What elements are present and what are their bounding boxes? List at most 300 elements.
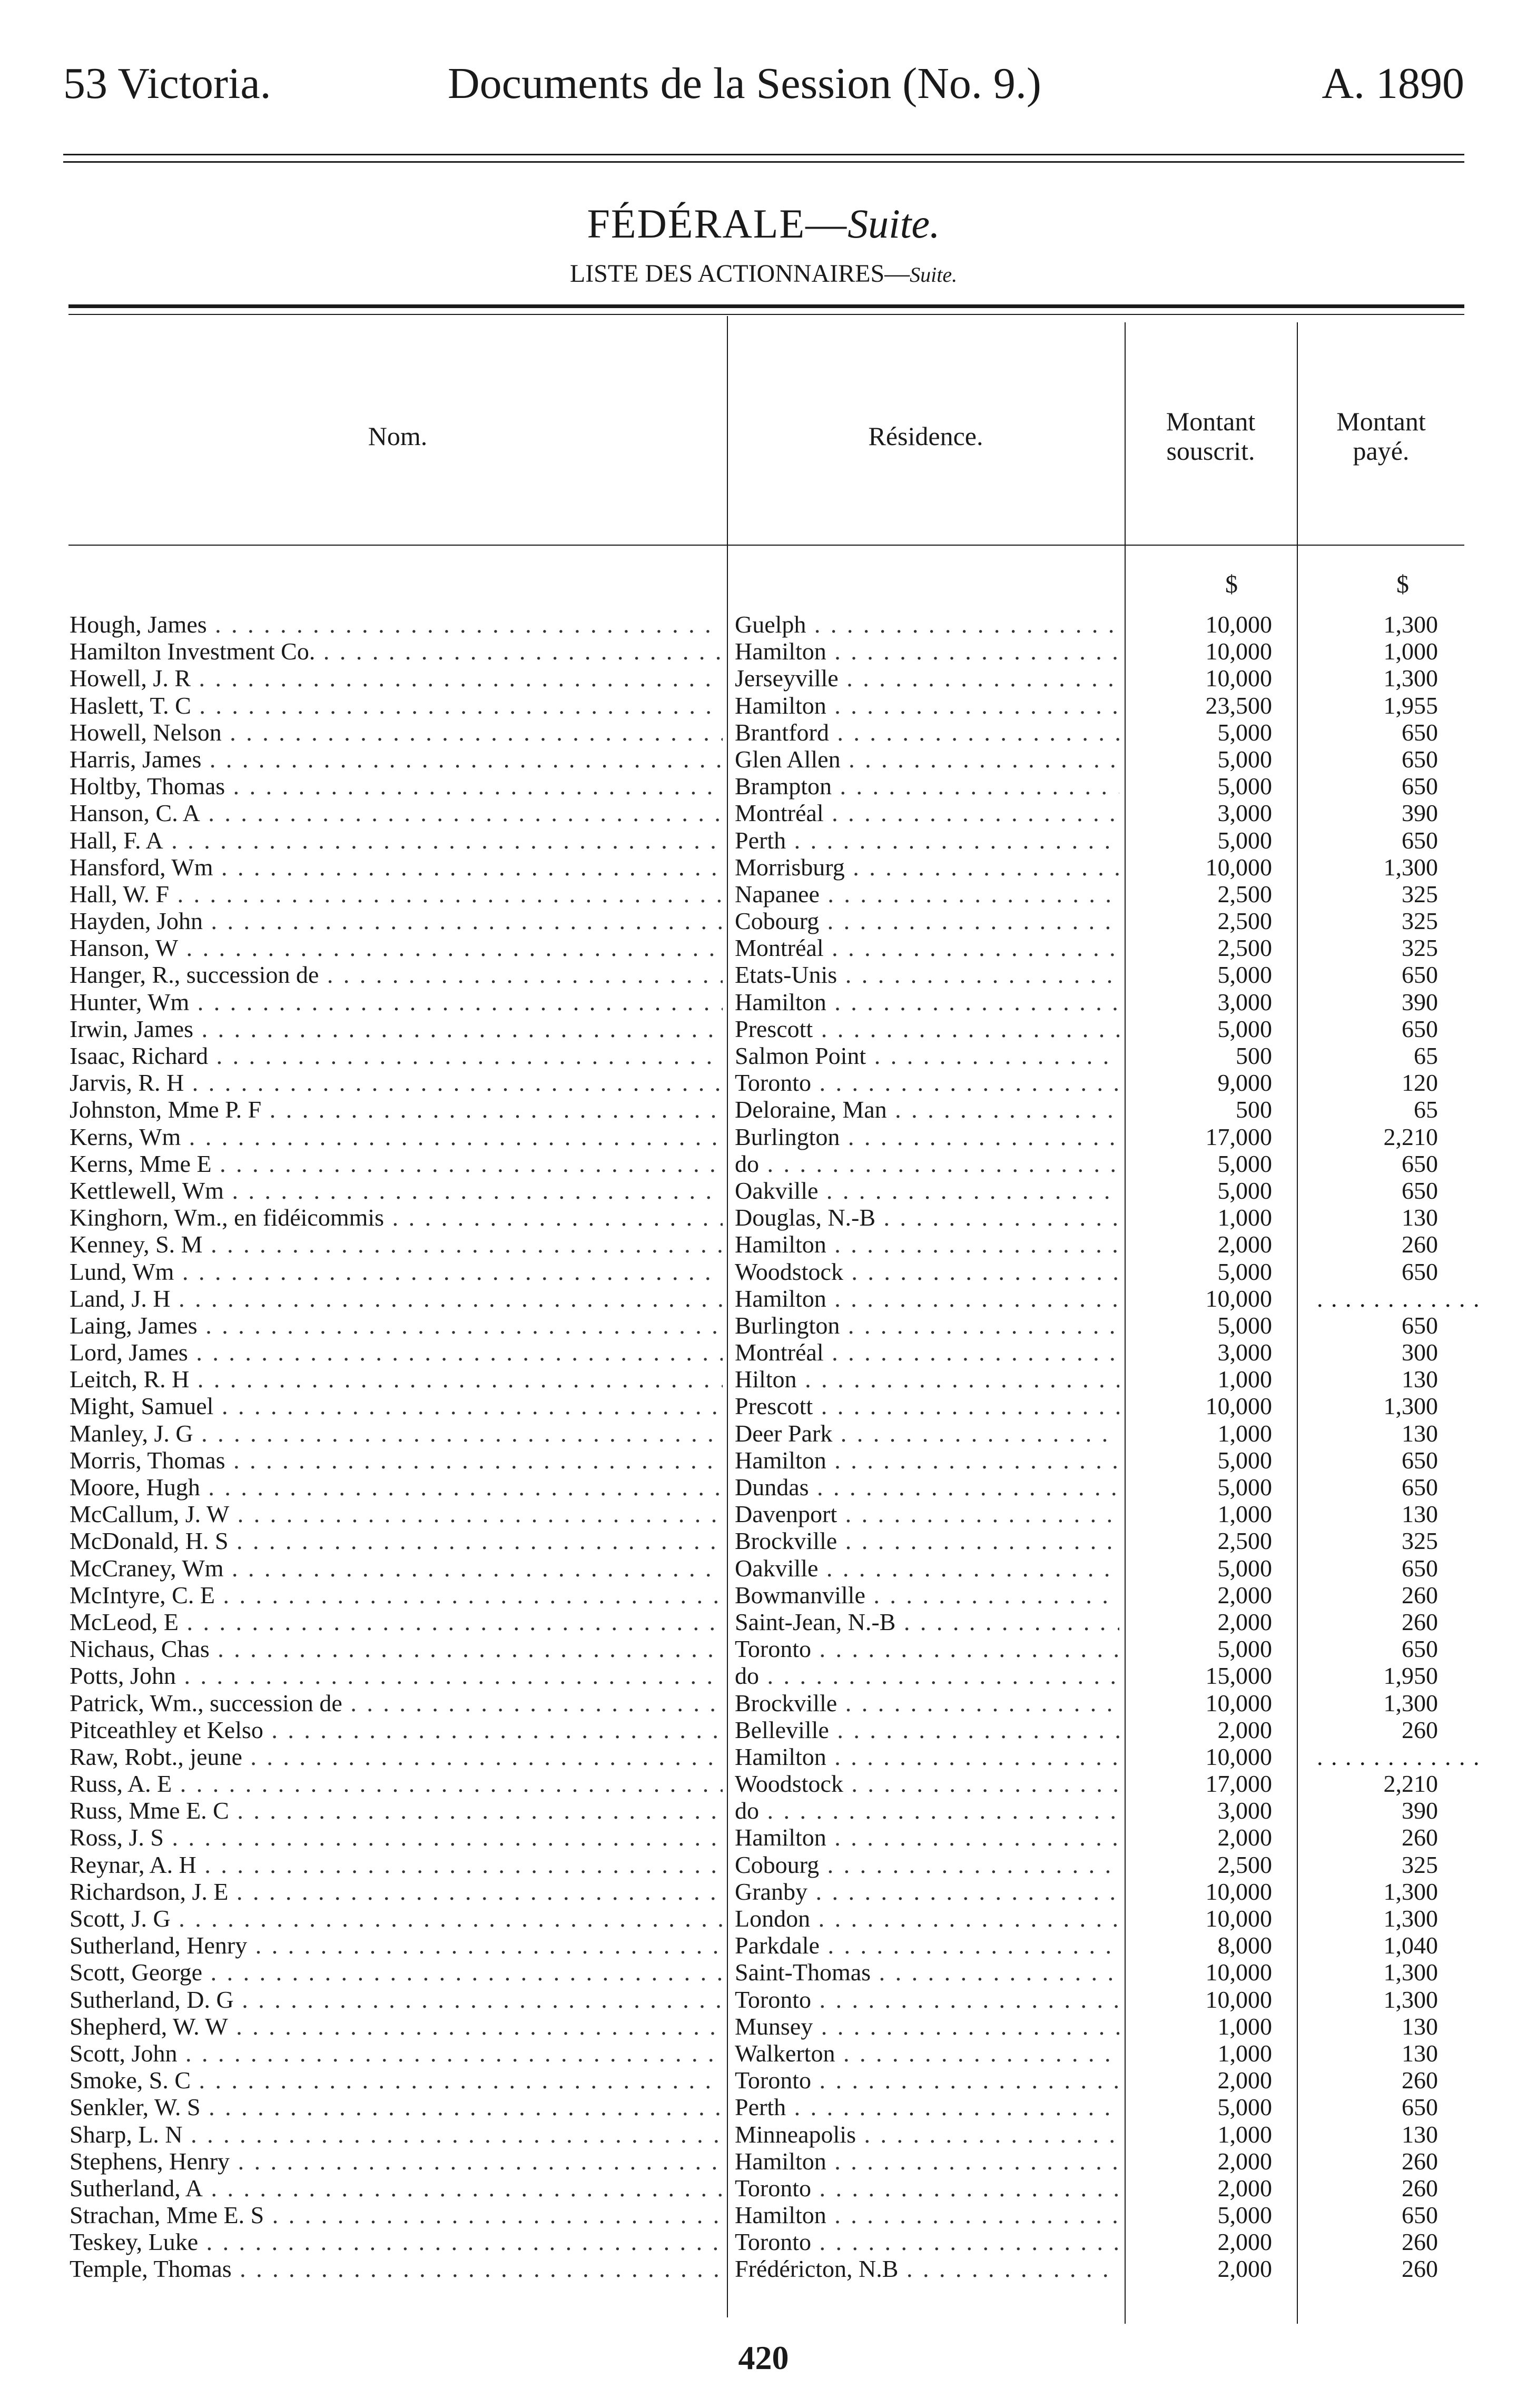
amount-paid: 130: [1402, 1366, 1438, 1393]
shareholder-residence: Napanee . . .: [735, 881, 1119, 907]
column-header-souscrit-line1: Montant: [1166, 407, 1256, 436]
shareholder-residence: Prescott . . .: [735, 1393, 1119, 1419]
shareholder-residence: do . . .: [735, 1797, 1119, 1824]
amount-paid: 650: [1402, 1258, 1438, 1285]
amount-paid: 390: [1402, 1797, 1438, 1824]
amount-paid: 130: [1402, 1501, 1438, 1528]
amount-paid: 650: [1402, 2094, 1438, 2121]
shareholder-residence: Cobourg . . .: [735, 907, 1119, 934]
shareholder-name: Shepherd, W. W . . .: [70, 2013, 723, 2040]
amount-subscribed: 10,000: [1205, 1393, 1272, 1420]
amount-subscribed: 8,000: [1217, 1932, 1272, 1959]
table-row: [0, 2040, 1527, 2067]
amount-subscribed: 1,000: [1217, 1366, 1272, 1393]
amount-paid: 260: [1402, 1824, 1438, 1851]
amount-subscribed: 5,000: [1217, 2202, 1272, 2229]
table-row: [0, 1258, 1527, 1285]
shareholder-residence: do . . .: [735, 1150, 1119, 1177]
shareholder-name: Kerns, Wm . . .: [70, 1123, 723, 1150]
shareholder-name: Sutherland, Henry . . .: [70, 1932, 723, 1959]
shareholder-name: Kerns, Mme E . . .: [70, 1150, 723, 1177]
amount-paid: 130: [1402, 1419, 1438, 1447]
shareholder-residence: Cobourg . . .: [735, 1851, 1119, 1878]
shareholder-residence: Hamilton . . .: [735, 1231, 1119, 1258]
shareholder-residence: Hamilton . . .: [735, 1285, 1119, 1312]
amount-paid: 1,300: [1383, 1393, 1438, 1420]
shareholder-name: Hanson, C. A . . .: [70, 800, 723, 826]
amount-paid: 1,040: [1383, 1932, 1438, 1959]
amount-paid: 650: [1402, 718, 1438, 746]
amount-paid: 260: [1402, 2067, 1438, 2094]
table-row: [0, 1743, 1527, 1770]
table-row: [0, 1096, 1527, 1123]
table-row: [0, 1716, 1527, 1743]
table-row: [0, 1905, 1527, 1932]
amount-subscribed: 23,500: [1205, 692, 1272, 719]
shareholder-residence: Burlington . . .: [735, 1312, 1119, 1339]
amount-paid: 260: [1402, 2147, 1438, 2175]
amount-paid: 325: [1402, 907, 1438, 935]
column-header-rule: [68, 545, 1464, 546]
shareholder-residence: Hilton . . .: [735, 1366, 1119, 1393]
shareholder-name: Harris, James . . .: [70, 746, 723, 773]
table-row: [0, 1474, 1527, 1501]
shareholder-residence: Toronto . . .: [735, 1635, 1119, 1662]
amount-paid: 325: [1402, 1527, 1438, 1555]
shareholder-name: Raw, Robt., jeune . . .: [70, 1743, 723, 1770]
shareholder-name: Ross, J. S . . .: [70, 1824, 723, 1851]
amount-paid: 120: [1402, 1069, 1438, 1097]
shareholder-name: McCraney, Wm . . .: [70, 1555, 723, 1582]
amount-paid: 2,210: [1383, 1770, 1438, 1798]
amount-subscribed: 1,000: [1217, 2120, 1272, 2148]
amount-paid: 325: [1402, 934, 1438, 962]
table-row: [0, 719, 1527, 746]
shareholder-residence: Toronto . . .: [735, 1986, 1119, 2013]
amount-paid: 1,300: [1383, 1905, 1438, 1932]
shareholder-residence: Saint-Jean, N.-B . . .: [735, 1608, 1119, 1635]
amount-paid: 260: [1402, 1581, 1438, 1608]
shareholder-name: McCallum, J. W . . .: [70, 1501, 723, 1527]
shareholder-residence: Davenport . . .: [735, 1501, 1119, 1527]
currency-souscrit: $: [1225, 570, 1238, 598]
amount-subscribed: 10,000: [1205, 1959, 1272, 1986]
shareholder-residence: Oakville . . .: [735, 1177, 1119, 1204]
shareholder-name: Smoke, S. C . . .: [70, 2067, 723, 2094]
shareholder-name: Johnston, Mme P. F . . .: [70, 1096, 723, 1123]
amount-paid: 650: [1402, 1446, 1438, 1474]
amount-subscribed: 2,000: [1217, 1716, 1272, 1743]
amount-subscribed: 5,000: [1217, 1446, 1272, 1474]
shareholder-name: Patrick, Wm., succession de . . .: [70, 1690, 723, 1716]
amount-subscribed: 3,000: [1217, 1339, 1272, 1366]
amount-paid: 650: [1402, 1554, 1438, 1582]
shareholder-residence: Brantford . . .: [735, 719, 1119, 746]
amount-subscribed: 2,000: [1217, 1608, 1272, 1635]
table-row: [0, 2148, 1527, 2175]
amount-subscribed: 2,000: [1217, 1581, 1272, 1608]
amount-paid: 650: [1402, 1150, 1438, 1177]
shareholder-name: Richardson, J. E . . .: [70, 1878, 723, 1905]
amount-paid: 1,300: [1383, 1878, 1438, 1905]
amount-subscribed: 5,000: [1217, 745, 1272, 773]
section-title-suite: Suite.: [848, 201, 940, 246]
shareholder-name: Russ, A. E . . .: [70, 1770, 723, 1797]
shareholder-residence: Brockville . . .: [735, 1527, 1119, 1554]
amount-subscribed: 10,000: [1205, 1743, 1272, 1770]
shareholder-name: Morris, Thomas . . .: [70, 1447, 723, 1474]
amount-paid: 650: [1402, 2202, 1438, 2229]
shareholder-residence: Brampton . . .: [735, 773, 1119, 800]
amount-subscribed: 2,000: [1217, 2174, 1272, 2202]
table-row: [0, 746, 1527, 773]
page-header: [63, 58, 1464, 121]
table-row: [0, 2175, 1527, 2202]
table-row: [0, 1312, 1527, 1339]
table-row: [0, 2202, 1527, 2228]
shareholder-name: Jarvis, R. H . . .: [70, 1069, 723, 1096]
table-row: [0, 1878, 1527, 1905]
shareholder-name: Lund, Wm . . .: [70, 1258, 723, 1285]
amount-paid: 260: [1402, 1716, 1438, 1743]
table-row: [0, 1123, 1527, 1150]
shareholder-name: Reynar, A. H . . .: [70, 1851, 723, 1878]
shareholder-name: Isaac, Richard . . .: [70, 1042, 723, 1069]
amount-paid: 650: [1402, 1474, 1438, 1501]
table-row: [0, 773, 1527, 800]
shareholder-name: Kinghorn, Wm., en fidéicommis . . .: [70, 1204, 723, 1231]
amount-paid: 325: [1402, 880, 1438, 907]
section-title: [0, 200, 1527, 248]
shareholder-residence: Toronto . . .: [735, 1069, 1119, 1096]
table-row: [0, 1662, 1527, 1689]
amount-subscribed: 500: [1236, 1042, 1272, 1069]
amount-subscribed: 5,000: [1217, 1635, 1272, 1663]
amount-subscribed: 10,000: [1205, 638, 1272, 665]
shareholder-residence: Hamilton . . .: [735, 2202, 1119, 2228]
amount-paid: 130: [1402, 1204, 1438, 1231]
table-row: [0, 1770, 1527, 1797]
table-row: [0, 1231, 1527, 1258]
shareholder-name: Howell, J. R . . .: [70, 665, 723, 692]
amount-subscribed: 10,000: [1205, 1878, 1272, 1905]
amount-subscribed: 1,000: [1217, 1501, 1272, 1528]
amount-subscribed: 1,000: [1217, 1419, 1272, 1447]
amount-subscribed: 2,500: [1217, 1851, 1272, 1878]
table-row: [0, 1797, 1527, 1824]
section-title-main: FÉDÉRALE—: [587, 201, 848, 246]
amount-subscribed: 10,000: [1205, 611, 1272, 638]
amount-subscribed: 3,000: [1217, 988, 1272, 1015]
amount-subscribed: 15,000: [1205, 1662, 1272, 1690]
column-header-nom: Nom.: [368, 421, 428, 451]
shareholder-residence: Woodstock . . .: [735, 1770, 1119, 1797]
shareholder-name: Sharp, L. N . . .: [70, 2121, 723, 2148]
shareholder-name: McIntyre, C. E . . .: [70, 1582, 723, 1608]
table-row: [0, 638, 1527, 665]
table-row: [0, 934, 1527, 961]
shareholder-residence: Morrisburg . . .: [735, 854, 1119, 881]
shareholder-residence: Perth . . .: [735, 827, 1119, 854]
shareholder-name: Scott, J. G . . .: [70, 1905, 723, 1932]
table-top-rule-thin: [68, 314, 1464, 315]
table-row: [0, 1582, 1527, 1608]
amount-subscribed: 1,000: [1217, 2012, 1272, 2040]
table-row: [0, 2255, 1527, 2282]
amount-paid: 1,300: [1383, 665, 1438, 692]
shareholder-name: Kettlewell, Wm . . .: [70, 1177, 723, 1204]
table-row: [0, 1608, 1527, 1635]
shareholder-name: Might, Samuel . . .: [70, 1393, 723, 1419]
table-row: [0, 692, 1527, 719]
table-row: [0, 1635, 1527, 1662]
table-row: [0, 881, 1527, 907]
shareholder-residence: Toronto . . .: [735, 2067, 1119, 2094]
shareholder-name: Hanson, W . . .: [70, 934, 723, 961]
header-rule-bottom: [63, 161, 1464, 163]
amount-subscribed: 5,000: [1217, 1258, 1272, 1285]
table-top-rule-thick: [68, 304, 1464, 308]
table-row: [0, 989, 1527, 1015]
shareholder-name: Moore, Hugh . . .: [70, 1474, 723, 1501]
table-row: [0, 1690, 1527, 1716]
header-year: A. 1890: [1322, 59, 1464, 108]
column-header-residence: Résidence.: [868, 421, 983, 451]
shareholder-residence: Hamilton . . .: [735, 1743, 1119, 1770]
table-row: [0, 1959, 1527, 1986]
header-documents-title: Documents de la Session (No. 9.): [448, 59, 1041, 108]
table-row: [0, 907, 1527, 934]
amount-paid: 650: [1402, 1311, 1438, 1339]
shareholder-residence: Woodstock . . .: [735, 1258, 1119, 1285]
amount-subscribed: 5,000: [1217, 1311, 1272, 1339]
shareholder-residence: Burlington . . .: [735, 1123, 1119, 1150]
column-header-paye-line1: Montant: [1336, 407, 1426, 436]
table-row: [0, 1366, 1527, 1393]
amount-paid: 1,300: [1383, 1689, 1438, 1716]
shareholder-residence: Hamilton . . .: [735, 692, 1119, 719]
shareholder-name: Russ, Mme E. C . . .: [70, 1797, 723, 1824]
amount-paid: 260: [1402, 2255, 1438, 2283]
shareholder-name: Hall, F. A . . .: [70, 827, 723, 854]
shareholder-residence: Hamilton . . .: [735, 1824, 1119, 1851]
amount-subscribed: 5,000: [1217, 1554, 1272, 1582]
amount-subscribed: 2,500: [1217, 907, 1272, 935]
header-rule-top: [63, 154, 1464, 155]
shareholder-residence: Jerseyville . . .: [735, 665, 1119, 692]
table-row: [0, 1986, 1527, 2013]
table-row: [0, 1339, 1527, 1366]
table-row: [0, 1042, 1527, 1069]
shareholder-name: Hough, James . . .: [70, 611, 723, 638]
shareholder-residence: Bowmanville . . .: [735, 1582, 1119, 1608]
amount-subscribed: 5,000: [1217, 773, 1272, 800]
amount-subscribed: 10,000: [1205, 1689, 1272, 1716]
amount-paid: 650: [1402, 1015, 1438, 1042]
shareholder-residence: Prescott . . .: [735, 1015, 1119, 1042]
amount-paid: 130: [1402, 2012, 1438, 2040]
shareholder-name: Potts, John . . .: [70, 1662, 723, 1689]
table-row: [0, 611, 1527, 638]
amount-subscribed: 2,000: [1217, 2228, 1272, 2256]
shareholder-name: Laing, James . . .: [70, 1312, 723, 1339]
shareholder-residence: Munsey . . .: [735, 2013, 1119, 2040]
shareholder-name: Kenney, S. M . . .: [70, 1231, 723, 1258]
shareholder-name: Senkler, W. S . . .: [70, 2094, 723, 2120]
amount-paid: 325: [1402, 1851, 1438, 1878]
amount-paid: 65: [1414, 1096, 1438, 1123]
shareholder-residence: London . . .: [735, 1905, 1119, 1932]
shareholder-residence: Toronto . . .: [735, 2175, 1119, 2202]
amount-paid: 390: [1402, 800, 1438, 827]
table-row: [0, 1447, 1527, 1474]
shareholder-name: McLeod, E . . .: [70, 1608, 723, 1635]
table-row: [0, 854, 1527, 881]
shareholder-name: Hayden, John . . .: [70, 907, 723, 934]
amount-subscribed: 5,000: [1217, 1474, 1272, 1501]
page-number: 420: [738, 2339, 789, 2376]
shareholder-residence: Saint-Thomas . . .: [735, 1959, 1119, 1986]
amount-subscribed: 5,000: [1217, 1177, 1272, 1204]
amount-paid: 1,955: [1383, 692, 1438, 719]
amount-paid: 260: [1402, 2228, 1438, 2256]
shareholder-residence: Toronto . . .: [735, 2228, 1119, 2255]
column-header-souscrit: [1125, 407, 1297, 466]
table-row: [0, 2067, 1527, 2094]
amount-subscribed: 5,000: [1217, 826, 1272, 854]
table-row: [0, 961, 1527, 988]
shareholder-residence: Guelph . . .: [735, 611, 1119, 638]
table-row: [0, 1150, 1527, 1177]
shareholder-residence: Dundas . . .: [735, 1474, 1119, 1501]
shareholder-name: Leitch, R. H . . .: [70, 1366, 723, 1393]
shareholder-name: Manley, J. G . . .: [70, 1420, 723, 1447]
amount-paid: 650: [1402, 961, 1438, 989]
table-row: [0, 2121, 1527, 2148]
amount-subscribed: 17,000: [1205, 1770, 1272, 1798]
amount-paid: 1,300: [1383, 1986, 1438, 2013]
amount-paid: 260: [1402, 2174, 1438, 2202]
shareholder-residence: Parkdale . . .: [735, 1932, 1119, 1959]
amount-subscribed: 2,000: [1217, 2147, 1272, 2175]
table-row: [0, 1824, 1527, 1851]
shareholder-residence: do . . .: [735, 1662, 1119, 1689]
shareholder-name: Irwin, James . . .: [70, 1015, 723, 1042]
amount-subscribed: 10,000: [1205, 665, 1272, 692]
amount-paid: [1317, 1285, 1438, 1312]
amount-paid: 130: [1402, 2039, 1438, 2067]
shareholder-residence: Deer Park . . .: [735, 1420, 1119, 1447]
amount-paid: 260: [1402, 1231, 1438, 1258]
shareholder-residence: Hamilton . . .: [735, 989, 1119, 1015]
amount-subscribed: 10,000: [1205, 1285, 1272, 1312]
shareholder-residence: Hamilton . . .: [735, 1447, 1119, 1474]
table-row: [0, 1501, 1527, 1527]
amount-paid: 65: [1414, 1042, 1438, 1069]
amount-paid: 1,000: [1383, 638, 1438, 665]
amount-paid: 260: [1402, 1608, 1438, 1635]
amount-subscribed: 500: [1236, 1096, 1272, 1123]
amount-subscribed: 1,000: [1217, 2039, 1272, 2067]
header-reign: 53 Victoria.: [63, 59, 271, 108]
shareholder-name: Scott, George . . .: [70, 1959, 723, 1986]
section-subtitle: [0, 259, 1527, 288]
shareholder-residence: Etats-Unis . . .: [735, 961, 1119, 988]
amount-subscribed: 2,500: [1217, 934, 1272, 962]
table-row: [0, 665, 1527, 692]
shareholder-residence: Douglas, N.-B . . .: [735, 1204, 1119, 1231]
section-subtitle-suite: Suite.: [910, 263, 958, 287]
amount-subscribed: 3,000: [1217, 1797, 1272, 1824]
amount-subscribed: 5,000: [1217, 1015, 1272, 1042]
shareholder-residence: Frédéricton, N.B . . .: [735, 2255, 1119, 2282]
shareholder-name: Hunter, Wm . . .: [70, 989, 723, 1015]
shareholder-name: Stephens, Henry . . .: [70, 2148, 723, 2175]
shareholder-name: McDonald, H. S . . .: [70, 1527, 723, 1554]
shareholder-name: Hanger, R., succession de . . .: [70, 961, 723, 988]
shareholder-residence: Granby . . .: [735, 1878, 1119, 1905]
shareholder-name: Land, J. H . . .: [70, 1285, 723, 1312]
amount-subscribed: 5,000: [1217, 1150, 1272, 1177]
column-header-paye-line2: payé.: [1353, 436, 1410, 466]
shareholder-name: Holtby, Thomas . . .: [70, 773, 723, 800]
table-row: [0, 800, 1527, 826]
shareholder-name: Hansford, Wm . . .: [70, 854, 723, 881]
amount-paid: 650: [1402, 773, 1438, 800]
amount-paid: 650: [1402, 745, 1438, 773]
amount-paid: 300: [1402, 1339, 1438, 1366]
shareholder-residence: Hamilton . . .: [735, 638, 1119, 665]
amount-subscribed: 2,500: [1217, 880, 1272, 907]
table-row: [0, 1555, 1527, 1582]
amount-paid: 1,950: [1383, 1662, 1438, 1690]
amount-subscribed: 17,000: [1205, 1123, 1272, 1150]
shareholder-residence: Oakville . . .: [735, 1555, 1119, 1582]
table-row: [0, 827, 1527, 854]
amount-subscribed: 10,000: [1205, 1986, 1272, 2013]
amount-subscribed: 1,000: [1217, 1204, 1272, 1231]
shareholder-name: Sutherland, D. G . . .: [70, 1986, 723, 2013]
table-row: [0, 1177, 1527, 1204]
amount-subscribed: 5,000: [1217, 718, 1272, 746]
table-row: [0, 2228, 1527, 2255]
table-row: [0, 1015, 1527, 1042]
amount-subscribed: 9,000: [1217, 1069, 1272, 1097]
shareholder-name: Pitceathley et Kelso . . .: [70, 1716, 723, 1743]
amount-subscribed: 10,000: [1205, 1905, 1272, 1932]
shareholder-name: Lord, James . . .: [70, 1339, 723, 1366]
amount-paid: 390: [1402, 988, 1438, 1015]
amount-subscribed: 3,000: [1217, 800, 1272, 827]
table-row: [0, 1420, 1527, 1447]
shareholder-residence: Montréal . . .: [735, 934, 1119, 961]
shareholder-name: Hamilton Investment Co. . . .: [70, 638, 723, 665]
shareholder-residence: Brockville . . .: [735, 1690, 1119, 1716]
amount-paid: 1,300: [1383, 611, 1438, 638]
amount-paid: 650: [1402, 1635, 1438, 1663]
shareholder-name: Haslett, T. C . . .: [70, 692, 723, 719]
shareholder-name: Strachan, Mme E. S . . .: [70, 2202, 723, 2228]
column-header-souscrit-line2: souscrit.: [1166, 436, 1255, 466]
amount-paid: 1,300: [1383, 853, 1438, 881]
shareholder-residence: Montréal . . .: [735, 1339, 1119, 1366]
amount-paid: 2,210: [1383, 1123, 1438, 1150]
shareholder-name: Scott, John . . .: [70, 2040, 723, 2067]
amount-subscribed: 2,000: [1217, 2255, 1272, 2283]
shareholder-residence: Belleville . . .: [735, 1716, 1119, 1743]
amount-subscribed: 5,000: [1217, 2094, 1272, 2121]
amount-paid: 1,300: [1383, 1959, 1438, 1986]
